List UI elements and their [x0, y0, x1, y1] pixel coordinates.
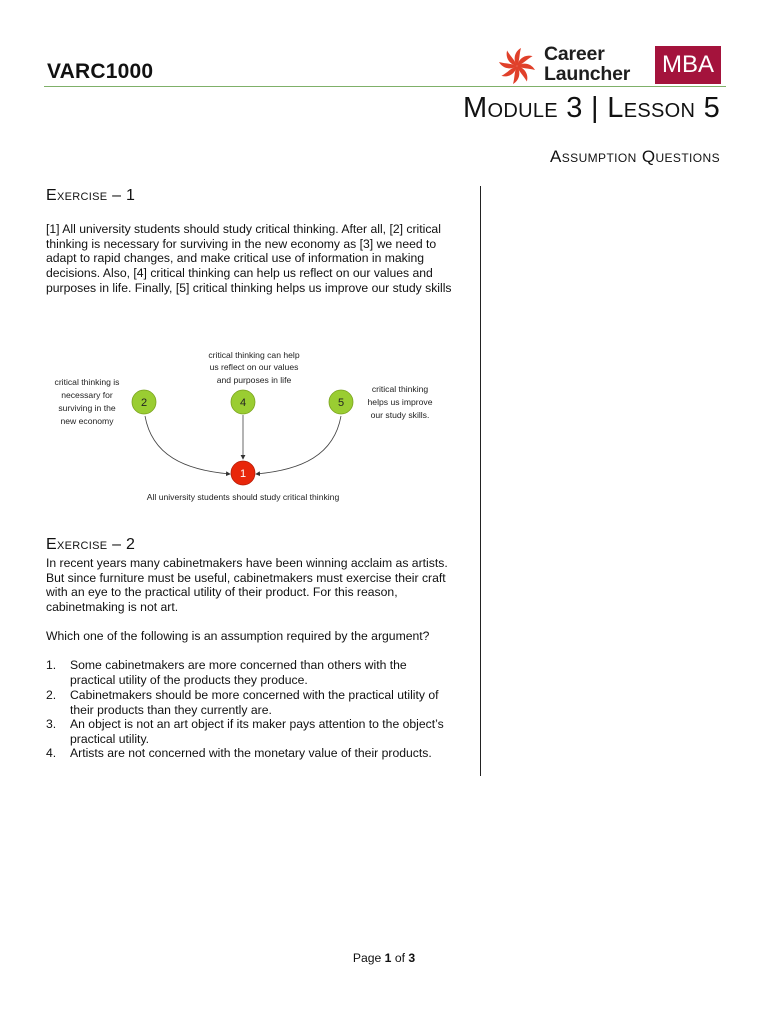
arrow-2-to-1: [145, 416, 230, 474]
option-line: practical utility.: [70, 731, 150, 746]
page-total: 3: [408, 951, 416, 965]
logo-word-career: Career: [544, 43, 605, 65]
option-line: Cabinetmakers should be more concerned with the practical utility of: [70, 688, 439, 702]
node-4-label: 4: [239, 397, 247, 409]
title-separator: |: [582, 92, 608, 124]
exercise-2-passage: [46, 556, 476, 615]
caption-line: critical thinking is: [54, 377, 120, 387]
caption-line: necessary for: [61, 390, 113, 400]
option-line: Artists are not concerned with the monetary value of their products.: [70, 746, 432, 760]
option-number: 1.: [46, 658, 57, 672]
passage-line: cabinetmaking is not art.: [46, 600, 179, 615]
option-text: [70, 717, 480, 746]
option-line: practical utility of the products they produce.: [70, 672, 308, 687]
page-current: 1: [384, 951, 392, 965]
option-text: [70, 688, 480, 717]
option-line: Some cabinetmakers are more concerned than others with the: [70, 658, 407, 672]
option-number: 2.: [46, 688, 57, 702]
arrow-5-to-1: [256, 416, 341, 474]
node-2-caption: [55, 377, 120, 426]
option-text: [70, 746, 480, 761]
node-2-label: 2: [140, 397, 148, 409]
caption-line: helps us improve: [367, 397, 433, 407]
passage-line: In recent years many cabinetmakers have been winning acclaim as artists.: [46, 556, 448, 570]
page-number: [0, 951, 768, 965]
option-number: 4.: [46, 746, 57, 760]
course-code: VARC1000: [47, 60, 154, 83]
node-4-caption: [208, 350, 299, 385]
exercise-2-question: Which one of the following is an assumption required by the argument?: [46, 629, 430, 643]
section-title: Assumption Questions: [550, 147, 720, 166]
logo-petals-icon: [490, 44, 542, 86]
mba-badge: MBA: [655, 46, 721, 84]
header-divider: [44, 86, 726, 87]
caption-line: critical thinking: [371, 384, 429, 394]
option-line: An object is not an art object if its maker pays attention to the object’s: [70, 717, 444, 731]
passage-line: But since furniture must be useful, cabinetmakers must exercise their craft: [46, 570, 446, 585]
lesson-label: Lesson 5: [607, 92, 720, 124]
passage-line: decisions. Also, [4] critical thinking can help us reflect on our values and: [46, 266, 433, 281]
module-lesson-title: [463, 92, 720, 125]
node-1-caption: All university students should study critical thinking: [146, 492, 340, 502]
exercise-1-passage: [46, 222, 476, 296]
passage-line: purposes in life. Finally, [5] critical thinking helps us improve our study skills: [46, 280, 452, 295]
argument-diagram: [44, 340, 480, 510]
caption-line: new economy: [60, 416, 114, 426]
passage-line: [1] All university students should study critical thinking. After all, [2] critical: [46, 222, 441, 236]
caption-line: us reflect on our values: [209, 362, 299, 372]
node-5-caption: [368, 384, 433, 420]
caption-line: surviving in the: [58, 403, 116, 413]
passage-line: with an eye to the practical utility of their product. For this reason,: [46, 585, 398, 600]
node-5-label: 5: [337, 397, 345, 409]
exercise-1-title: Exercise – 1: [46, 187, 136, 204]
option-number: 3.: [46, 717, 57, 731]
page-middle: of: [391, 951, 409, 965]
passage-line: thinking is necessary for surviving in the new economy as [3] we need to: [46, 236, 437, 251]
option-text: [70, 658, 480, 687]
column-divider: [480, 186, 481, 776]
caption-line: critical thinking can help: [208, 350, 300, 360]
exercise-2-title: Exercise – 2: [46, 536, 136, 553]
caption-line: our study skills.: [370, 410, 430, 420]
career-launcher-logo: [490, 44, 722, 86]
passage-line: adapt to rapid changes, and make critical use of information in making: [46, 251, 425, 266]
option-line: their products than they currently are.: [70, 702, 272, 717]
page-prefix: Page: [352, 951, 385, 965]
logo-word-launcher: Launcher: [544, 63, 631, 85]
module-label: Module 3: [463, 92, 583, 124]
caption-line: and purposes in life: [216, 375, 292, 385]
node-1-label: 1: [239, 468, 247, 480]
